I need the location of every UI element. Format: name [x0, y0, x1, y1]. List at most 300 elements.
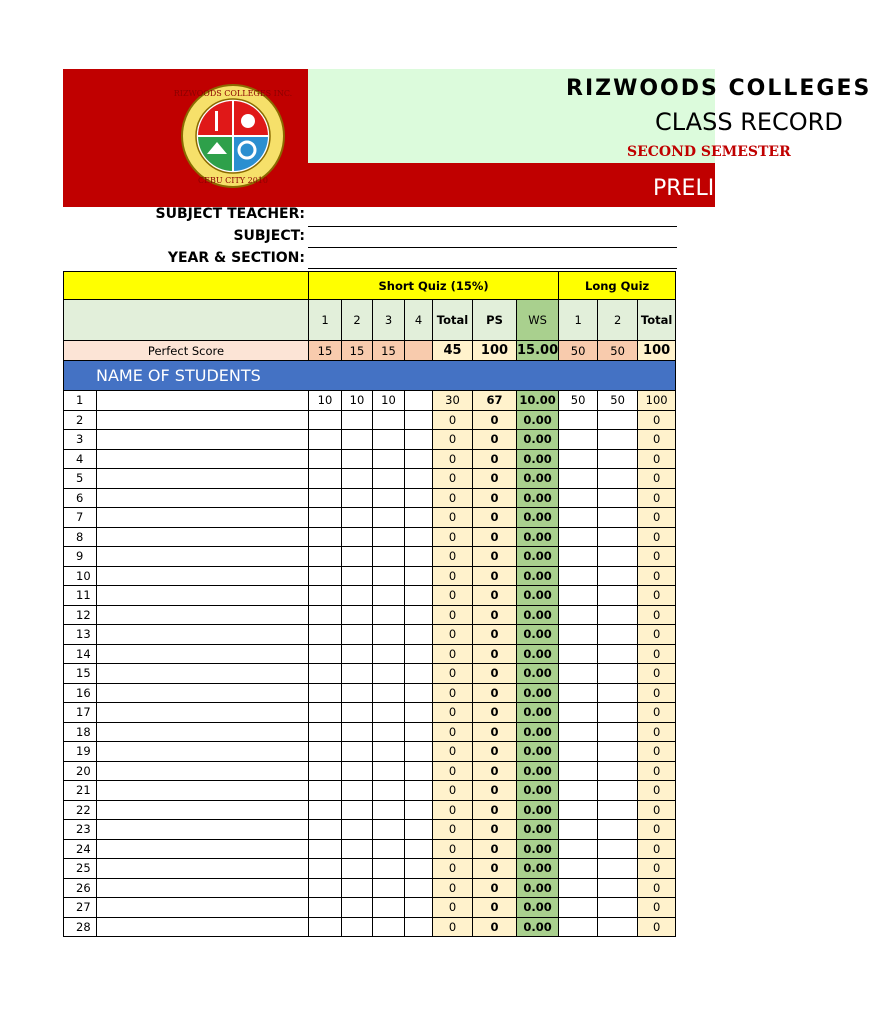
- score-cell[interactable]: 0.00: [517, 449, 559, 469]
- score-cell[interactable]: 0: [638, 605, 676, 625]
- score-cell[interactable]: 0: [473, 703, 517, 723]
- score-cell[interactable]: 0: [638, 839, 676, 859]
- score-cell[interactable]: [342, 547, 373, 567]
- score-cell[interactable]: 0: [638, 527, 676, 547]
- student-name-cell[interactable]: [97, 664, 309, 684]
- score-cell[interactable]: [405, 898, 433, 918]
- score-cell[interactable]: [309, 449, 342, 469]
- score-cell[interactable]: [373, 742, 405, 762]
- score-cell[interactable]: [342, 839, 373, 859]
- score-cell[interactable]: [559, 566, 598, 586]
- perfect-score-cell[interactable]: 50: [559, 341, 598, 361]
- student-name-cell[interactable]: [97, 742, 309, 762]
- score-cell[interactable]: [405, 430, 433, 450]
- subject-field[interactable]: [308, 247, 677, 248]
- student-name-cell[interactable]: [97, 625, 309, 645]
- score-cell[interactable]: [309, 839, 342, 859]
- score-cell[interactable]: 0: [473, 742, 517, 762]
- score-cell[interactable]: 0: [638, 664, 676, 684]
- score-cell[interactable]: [342, 878, 373, 898]
- score-cell[interactable]: 0: [473, 508, 517, 528]
- student-name-cell[interactable]: [97, 508, 309, 528]
- score-cell[interactable]: 0: [433, 605, 473, 625]
- score-cell[interactable]: 0: [433, 644, 473, 664]
- score-cell[interactable]: [559, 800, 598, 820]
- score-cell[interactable]: [405, 781, 433, 801]
- score-cell[interactable]: [342, 742, 373, 762]
- score-cell[interactable]: [342, 898, 373, 918]
- score-cell[interactable]: [405, 722, 433, 742]
- score-cell[interactable]: [598, 449, 638, 469]
- score-cell[interactable]: 0: [473, 664, 517, 684]
- score-cell[interactable]: 0: [638, 469, 676, 489]
- score-cell[interactable]: [559, 742, 598, 762]
- score-cell[interactable]: 0: [433, 703, 473, 723]
- score-cell[interactable]: 67: [473, 391, 517, 411]
- score-cell[interactable]: 0: [638, 488, 676, 508]
- score-cell[interactable]: 0: [433, 859, 473, 879]
- score-cell[interactable]: [559, 859, 598, 879]
- score-cell[interactable]: [309, 820, 342, 840]
- score-cell[interactable]: 0: [638, 586, 676, 606]
- score-cell[interactable]: 0: [473, 898, 517, 918]
- score-cell[interactable]: 0: [433, 547, 473, 567]
- score-cell[interactable]: [559, 586, 598, 606]
- student-name-cell[interactable]: [97, 430, 309, 450]
- student-name-cell[interactable]: [97, 391, 309, 411]
- score-cell[interactable]: 0: [433, 527, 473, 547]
- student-name-cell[interactable]: [97, 469, 309, 489]
- score-cell[interactable]: 0.00: [517, 703, 559, 723]
- score-cell[interactable]: 0: [638, 625, 676, 645]
- score-cell[interactable]: [309, 488, 342, 508]
- score-cell[interactable]: [373, 527, 405, 547]
- score-cell[interactable]: [309, 683, 342, 703]
- score-cell[interactable]: [559, 664, 598, 684]
- score-cell[interactable]: [373, 839, 405, 859]
- score-cell[interactable]: [598, 410, 638, 430]
- score-cell[interactable]: 0: [473, 878, 517, 898]
- score-cell[interactable]: 0: [433, 761, 473, 781]
- score-cell[interactable]: [598, 644, 638, 664]
- score-cell[interactable]: 0: [433, 820, 473, 840]
- score-cell[interactable]: [373, 488, 405, 508]
- score-cell[interactable]: [598, 820, 638, 840]
- score-cell[interactable]: 0: [473, 488, 517, 508]
- score-cell[interactable]: [309, 859, 342, 879]
- score-cell[interactable]: 0: [638, 683, 676, 703]
- score-cell[interactable]: 0: [473, 644, 517, 664]
- score-cell[interactable]: [309, 430, 342, 450]
- score-cell[interactable]: [309, 761, 342, 781]
- score-cell[interactable]: 0: [433, 722, 473, 742]
- score-cell[interactable]: 0.00: [517, 839, 559, 859]
- score-cell[interactable]: 0.00: [517, 683, 559, 703]
- score-cell[interactable]: [559, 839, 598, 859]
- score-cell[interactable]: 0: [433, 449, 473, 469]
- score-cell[interactable]: 0: [638, 761, 676, 781]
- score-cell[interactable]: 0: [638, 742, 676, 762]
- student-name-cell[interactable]: [97, 449, 309, 469]
- score-cell[interactable]: 0: [433, 566, 473, 586]
- score-cell[interactable]: [373, 430, 405, 450]
- score-cell[interactable]: [342, 527, 373, 547]
- score-cell[interactable]: [559, 898, 598, 918]
- score-cell[interactable]: [559, 430, 598, 450]
- score-cell[interactable]: 0.00: [517, 664, 559, 684]
- score-cell[interactable]: [373, 625, 405, 645]
- score-cell[interactable]: [405, 566, 433, 586]
- perfect-score-cell[interactable]: 50: [598, 341, 638, 361]
- score-cell[interactable]: [342, 449, 373, 469]
- score-cell[interactable]: 0.00: [517, 878, 559, 898]
- score-cell[interactable]: 0.00: [517, 527, 559, 547]
- score-cell[interactable]: 0.00: [517, 488, 559, 508]
- score-cell[interactable]: 0: [433, 683, 473, 703]
- score-cell[interactable]: [342, 605, 373, 625]
- score-cell[interactable]: [559, 703, 598, 723]
- score-cell[interactable]: [342, 761, 373, 781]
- student-name-cell[interactable]: [97, 586, 309, 606]
- score-cell[interactable]: 0: [638, 878, 676, 898]
- score-cell[interactable]: 30: [433, 391, 473, 411]
- score-cell[interactable]: [559, 644, 598, 664]
- score-cell[interactable]: 0: [433, 742, 473, 762]
- score-cell[interactable]: [309, 586, 342, 606]
- score-cell[interactable]: 0: [638, 898, 676, 918]
- score-cell[interactable]: [373, 761, 405, 781]
- score-cell[interactable]: 0: [473, 625, 517, 645]
- perfect-score-cell[interactable]: 15: [342, 341, 373, 361]
- score-cell[interactable]: 0: [473, 547, 517, 567]
- score-cell[interactable]: [342, 644, 373, 664]
- score-cell[interactable]: [559, 605, 598, 625]
- score-cell[interactable]: [598, 898, 638, 918]
- score-cell[interactable]: [598, 703, 638, 723]
- score-cell[interactable]: [309, 742, 342, 762]
- perfect-score-cell[interactable]: [405, 341, 433, 361]
- score-cell[interactable]: [373, 410, 405, 430]
- score-cell[interactable]: 10: [373, 391, 405, 411]
- score-cell[interactable]: [309, 625, 342, 645]
- student-name-cell[interactable]: [97, 878, 309, 898]
- score-cell[interactable]: [342, 664, 373, 684]
- score-cell[interactable]: [598, 742, 638, 762]
- score-cell[interactable]: 10: [342, 391, 373, 411]
- score-cell[interactable]: 0.00: [517, 644, 559, 664]
- score-cell[interactable]: [342, 586, 373, 606]
- score-cell[interactable]: [342, 410, 373, 430]
- score-cell[interactable]: [405, 859, 433, 879]
- score-cell[interactable]: [309, 469, 342, 489]
- score-cell[interactable]: 0: [638, 722, 676, 742]
- perfect-score-cell[interactable]: 15: [309, 341, 342, 361]
- score-cell[interactable]: [598, 488, 638, 508]
- score-cell[interactable]: [598, 781, 638, 801]
- score-cell[interactable]: [559, 761, 598, 781]
- score-cell[interactable]: [405, 703, 433, 723]
- score-cell[interactable]: [373, 644, 405, 664]
- student-name-cell[interactable]: [97, 722, 309, 742]
- score-cell[interactable]: [598, 430, 638, 450]
- score-cell[interactable]: [309, 898, 342, 918]
- score-cell[interactable]: [598, 469, 638, 489]
- score-cell[interactable]: [373, 605, 405, 625]
- score-cell[interactable]: 0: [433, 586, 473, 606]
- score-cell[interactable]: [309, 781, 342, 801]
- score-cell[interactable]: [373, 664, 405, 684]
- score-cell[interactable]: [342, 508, 373, 528]
- score-cell[interactable]: [309, 722, 342, 742]
- score-cell[interactable]: [405, 488, 433, 508]
- score-cell[interactable]: 0: [638, 547, 676, 567]
- score-cell[interactable]: 0.00: [517, 566, 559, 586]
- score-cell[interactable]: 0: [433, 781, 473, 801]
- score-cell[interactable]: [598, 664, 638, 684]
- score-cell[interactable]: 0: [473, 449, 517, 469]
- score-cell[interactable]: [598, 508, 638, 528]
- score-cell[interactable]: 0: [433, 917, 473, 937]
- score-cell[interactable]: 0: [638, 703, 676, 723]
- score-cell[interactable]: [405, 547, 433, 567]
- subject-teacher-field[interactable]: [308, 226, 677, 227]
- student-name-cell[interactable]: [97, 683, 309, 703]
- score-cell[interactable]: 0: [638, 449, 676, 469]
- score-cell[interactable]: [373, 566, 405, 586]
- score-cell[interactable]: 0: [638, 917, 676, 937]
- score-cell[interactable]: 0.00: [517, 508, 559, 528]
- perfect-score-cell[interactable]: 100: [473, 341, 517, 361]
- score-cell[interactable]: 0: [433, 625, 473, 645]
- score-cell[interactable]: 0: [473, 781, 517, 801]
- score-cell[interactable]: [598, 566, 638, 586]
- score-cell[interactable]: 0: [433, 488, 473, 508]
- score-cell[interactable]: 0: [473, 859, 517, 879]
- score-cell[interactable]: [309, 800, 342, 820]
- score-cell[interactable]: [559, 683, 598, 703]
- score-cell[interactable]: [373, 722, 405, 742]
- score-cell[interactable]: [373, 508, 405, 528]
- score-cell[interactable]: [309, 703, 342, 723]
- score-cell[interactable]: [309, 508, 342, 528]
- score-cell[interactable]: [405, 839, 433, 859]
- score-cell[interactable]: [598, 839, 638, 859]
- score-cell[interactable]: [342, 781, 373, 801]
- student-name-cell[interactable]: [97, 703, 309, 723]
- score-cell[interactable]: 0: [638, 430, 676, 450]
- score-cell[interactable]: 0: [473, 917, 517, 937]
- score-cell[interactable]: [405, 820, 433, 840]
- score-cell[interactable]: [309, 527, 342, 547]
- score-cell[interactable]: 0.00: [517, 859, 559, 879]
- score-cell[interactable]: [405, 527, 433, 547]
- score-cell[interactable]: [373, 449, 405, 469]
- score-cell[interactable]: [559, 781, 598, 801]
- student-name-cell[interactable]: [97, 566, 309, 586]
- score-cell[interactable]: [373, 683, 405, 703]
- score-cell[interactable]: 0.00: [517, 547, 559, 567]
- score-cell[interactable]: [405, 586, 433, 606]
- student-name-cell[interactable]: [97, 917, 309, 937]
- score-cell[interactable]: [342, 722, 373, 742]
- score-cell[interactable]: [598, 800, 638, 820]
- score-cell[interactable]: 0.00: [517, 800, 559, 820]
- score-cell[interactable]: [405, 761, 433, 781]
- score-cell[interactable]: 0: [433, 410, 473, 430]
- score-cell[interactable]: [342, 820, 373, 840]
- score-cell[interactable]: [405, 878, 433, 898]
- score-cell[interactable]: [598, 527, 638, 547]
- score-cell[interactable]: [342, 430, 373, 450]
- score-cell[interactable]: [309, 664, 342, 684]
- score-cell[interactable]: [559, 547, 598, 567]
- score-cell[interactable]: [309, 644, 342, 664]
- score-cell[interactable]: 0.00: [517, 742, 559, 762]
- score-cell[interactable]: [309, 547, 342, 567]
- score-cell[interactable]: [559, 410, 598, 430]
- score-cell[interactable]: 0.00: [517, 625, 559, 645]
- score-cell[interactable]: 0.00: [517, 761, 559, 781]
- score-cell[interactable]: 0.00: [517, 722, 559, 742]
- score-cell[interactable]: [598, 586, 638, 606]
- score-cell[interactable]: [373, 820, 405, 840]
- score-cell[interactable]: [405, 605, 433, 625]
- year-section-field[interactable]: [308, 268, 677, 269]
- score-cell[interactable]: [405, 391, 433, 411]
- score-cell[interactable]: [405, 742, 433, 762]
- score-cell[interactable]: [373, 800, 405, 820]
- student-name-cell[interactable]: [97, 859, 309, 879]
- score-cell[interactable]: [559, 488, 598, 508]
- student-name-cell[interactable]: [97, 547, 309, 567]
- score-cell[interactable]: [373, 898, 405, 918]
- score-cell[interactable]: 0.00: [517, 410, 559, 430]
- score-cell[interactable]: 0.00: [517, 430, 559, 450]
- score-cell[interactable]: [342, 703, 373, 723]
- student-name-cell[interactable]: [97, 839, 309, 859]
- score-cell[interactable]: 0: [473, 683, 517, 703]
- score-cell[interactable]: [342, 469, 373, 489]
- score-cell[interactable]: [373, 586, 405, 606]
- student-name-cell[interactable]: [97, 488, 309, 508]
- student-name-cell[interactable]: [97, 761, 309, 781]
- score-cell[interactable]: [309, 878, 342, 898]
- score-cell[interactable]: [405, 917, 433, 937]
- score-cell[interactable]: 0: [638, 566, 676, 586]
- score-cell[interactable]: 0: [433, 878, 473, 898]
- score-cell[interactable]: 0: [473, 800, 517, 820]
- score-cell[interactable]: 0: [638, 410, 676, 430]
- score-cell[interactable]: 0: [473, 410, 517, 430]
- score-cell[interactable]: [559, 469, 598, 489]
- score-cell[interactable]: 0.00: [517, 898, 559, 918]
- student-name-cell[interactable]: [97, 898, 309, 918]
- score-cell[interactable]: [598, 605, 638, 625]
- score-cell[interactable]: [373, 917, 405, 937]
- score-cell[interactable]: 0: [473, 722, 517, 742]
- score-cell[interactable]: 50: [559, 391, 598, 411]
- score-cell[interactable]: [559, 878, 598, 898]
- score-cell[interactable]: 0.00: [517, 605, 559, 625]
- score-cell[interactable]: 0.00: [517, 917, 559, 937]
- score-cell[interactable]: 0: [433, 430, 473, 450]
- score-cell[interactable]: [373, 469, 405, 489]
- score-cell[interactable]: [405, 449, 433, 469]
- score-cell[interactable]: [559, 917, 598, 937]
- score-cell[interactable]: 10.00: [517, 391, 559, 411]
- student-name-cell[interactable]: [97, 644, 309, 664]
- score-cell[interactable]: [598, 547, 638, 567]
- student-name-cell[interactable]: [97, 605, 309, 625]
- score-cell[interactable]: 0: [473, 761, 517, 781]
- score-cell[interactable]: 0.00: [517, 820, 559, 840]
- score-cell[interactable]: [373, 703, 405, 723]
- score-cell[interactable]: [598, 859, 638, 879]
- score-cell[interactable]: [342, 488, 373, 508]
- score-cell[interactable]: 0.00: [517, 469, 559, 489]
- score-cell[interactable]: 0: [473, 839, 517, 859]
- score-cell[interactable]: [342, 683, 373, 703]
- score-cell[interactable]: 0: [433, 508, 473, 528]
- score-cell[interactable]: 0: [473, 820, 517, 840]
- score-cell[interactable]: [342, 859, 373, 879]
- score-cell[interactable]: [405, 625, 433, 645]
- score-cell[interactable]: 0: [433, 664, 473, 684]
- score-cell[interactable]: 0: [638, 781, 676, 801]
- score-cell[interactable]: [598, 761, 638, 781]
- score-cell[interactable]: [405, 410, 433, 430]
- score-cell[interactable]: [373, 781, 405, 801]
- perfect-score-cell[interactable]: 45: [433, 341, 473, 361]
- score-cell[interactable]: [405, 800, 433, 820]
- score-cell[interactable]: [559, 722, 598, 742]
- score-cell[interactable]: [598, 917, 638, 937]
- score-cell[interactable]: [559, 527, 598, 547]
- student-name-cell[interactable]: [97, 800, 309, 820]
- score-cell[interactable]: 0: [473, 586, 517, 606]
- student-name-cell[interactable]: [97, 527, 309, 547]
- score-cell[interactable]: [598, 722, 638, 742]
- score-cell[interactable]: 0: [638, 820, 676, 840]
- score-cell[interactable]: 0.00: [517, 586, 559, 606]
- score-cell[interactable]: [405, 683, 433, 703]
- student-name-cell[interactable]: [97, 820, 309, 840]
- score-cell[interactable]: [559, 449, 598, 469]
- perfect-score-cell[interactable]: 15: [373, 341, 405, 361]
- score-cell[interactable]: 0: [473, 605, 517, 625]
- score-cell[interactable]: [405, 644, 433, 664]
- score-cell[interactable]: [309, 917, 342, 937]
- score-cell[interactable]: [309, 605, 342, 625]
- score-cell[interactable]: 50: [598, 391, 638, 411]
- score-cell[interactable]: [559, 625, 598, 645]
- score-cell[interactable]: [405, 508, 433, 528]
- score-cell[interactable]: 100: [638, 391, 676, 411]
- student-name-cell[interactable]: [97, 410, 309, 430]
- score-cell[interactable]: [559, 820, 598, 840]
- score-cell[interactable]: 0: [638, 800, 676, 820]
- score-cell[interactable]: [342, 566, 373, 586]
- score-cell[interactable]: [342, 625, 373, 645]
- perfect-score-cell[interactable]: 100: [638, 341, 676, 361]
- score-cell[interactable]: 0: [638, 508, 676, 528]
- score-cell[interactable]: 0: [433, 898, 473, 918]
- score-cell[interactable]: 0: [473, 566, 517, 586]
- score-cell[interactable]: 0: [433, 469, 473, 489]
- score-cell[interactable]: [309, 410, 342, 430]
- score-cell[interactable]: 0: [638, 644, 676, 664]
- score-cell[interactable]: 0: [638, 859, 676, 879]
